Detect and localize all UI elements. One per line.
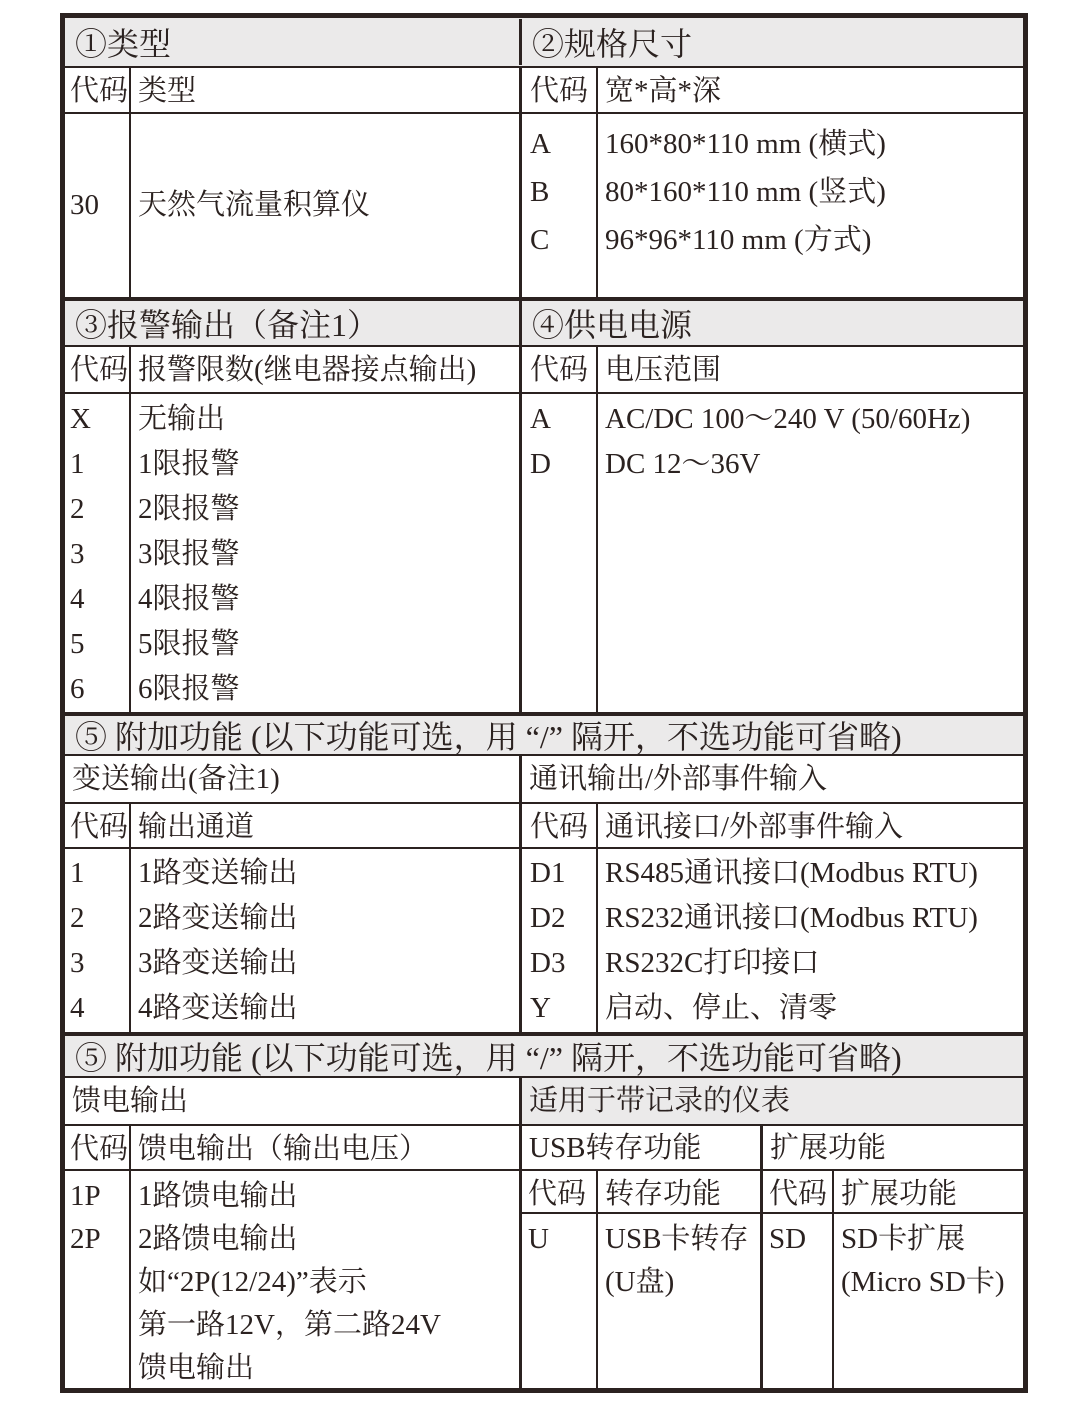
comm-subtitle: 通讯输出/外部事件输入 bbox=[529, 763, 828, 795]
band-extra-1 bbox=[65, 714, 1023, 756]
comm-label-header: 通讯接口/外部事件输入 bbox=[605, 811, 904, 843]
sd-code-header: 代码 bbox=[763, 1171, 834, 1212]
transmit-desc-2: 2路变送输出 bbox=[138, 902, 298, 934]
feed-label-header: 馈电输出（输出电压） bbox=[138, 1133, 429, 1165]
bottom-region bbox=[65, 1126, 1023, 1392]
record-block bbox=[522, 1126, 1023, 1392]
transmit-code-2: 2 bbox=[70, 902, 85, 934]
feed-desc-line-1: 1路馈电输出 bbox=[138, 1180, 298, 1212]
comm-code-d3: D3 bbox=[530, 947, 566, 979]
alarm-code-x: X bbox=[70, 403, 91, 435]
model-selection-table bbox=[60, 13, 1028, 1393]
data-row-alarm-power bbox=[65, 394, 1023, 714]
transmit-code-4: 4 bbox=[70, 992, 85, 1024]
usb-desc-line-2: (U盘) bbox=[605, 1266, 675, 1298]
power-code-header: 代码 bbox=[522, 347, 598, 392]
alarm-code-header: 代码 bbox=[65, 347, 131, 392]
section-type-title: ①类型 bbox=[75, 26, 172, 62]
band-alarm-power bbox=[65, 299, 1023, 347]
sd-title: 扩展功能 bbox=[770, 1131, 887, 1164]
alarm-desc-3: 3限报警 bbox=[138, 538, 240, 570]
header-row-alarm-power bbox=[65, 347, 1023, 394]
size-desc-b: 80*160*110 mm (竖式) bbox=[605, 176, 886, 208]
extra-band-1-text: ⑤ 附加功能 (以下功能可选，用 “/” 隔开，不选功能可省略) bbox=[75, 719, 902, 755]
comm-desc-d1: RS485通讯接口(Modbus RTU) bbox=[605, 857, 978, 889]
power-desc-a: AC/DC 100～240 V (50/60Hz) bbox=[605, 403, 971, 435]
section-type-title-cell bbox=[65, 19, 522, 65]
size-code-header: 代码 bbox=[522, 68, 598, 112]
feed-block bbox=[65, 1126, 522, 1392]
comm-code-d1: D1 bbox=[530, 857, 566, 889]
transmit-code-1: 1 bbox=[70, 857, 85, 889]
usb-title: USB转存功能 bbox=[529, 1131, 702, 1164]
transmit-subtitle: 变送输出(备注1) bbox=[72, 763, 280, 795]
feed-desc-line-2: 2路馈电输出 bbox=[138, 1223, 298, 1255]
transmit-label-header: 输出通道 bbox=[138, 811, 255, 843]
alarm-code-4: 4 bbox=[70, 583, 85, 615]
alarm-code-5: 5 bbox=[70, 628, 85, 660]
subtitle-row-feed-record bbox=[65, 1078, 1023, 1126]
feed-subtitle: 馈电输出 bbox=[72, 1085, 189, 1117]
transmit-code-header: 代码 bbox=[65, 804, 131, 847]
comm-desc-y: 启动、停止、清零 bbox=[605, 992, 838, 1024]
feed-code-1p: 1P bbox=[70, 1180, 101, 1212]
alarm-desc-6: 6限报警 bbox=[138, 673, 240, 705]
comm-code-d2: D2 bbox=[530, 902, 566, 934]
usb-code-u: U bbox=[528, 1223, 549, 1255]
alarm-desc-5: 5限报警 bbox=[138, 628, 240, 660]
feed-desc-line-4: 第一路12V，第二路24V bbox=[138, 1309, 441, 1341]
data-row-type-size bbox=[65, 114, 1023, 299]
alarm-desc-4: 4限报警 bbox=[138, 583, 240, 615]
comm-code-y: Y bbox=[530, 992, 551, 1024]
sd-desc-line-1: SD卡扩展 bbox=[841, 1223, 966, 1255]
band-extra-2 bbox=[65, 1034, 1023, 1078]
size-desc-c: 96*96*110 mm (方式) bbox=[605, 224, 872, 256]
transmit-desc-4: 4路变送输出 bbox=[138, 992, 298, 1024]
alarm-label-header: 报警限数(继电器接点输出) bbox=[138, 354, 477, 386]
feed-code-header: 代码 bbox=[65, 1126, 131, 1169]
subtitle-row-transmit-comm bbox=[65, 756, 1023, 804]
alarm-desc-x: 无输出 bbox=[138, 403, 226, 435]
transmit-desc-1: 1路变送输出 bbox=[138, 857, 298, 889]
size-desc-a: 160*80*110 mm (横式) bbox=[605, 128, 886, 160]
type-code-30: 30 bbox=[70, 189, 99, 221]
section-alarm-title: ③报警输出（备注1） bbox=[75, 307, 380, 343]
power-code-a: A bbox=[530, 403, 551, 435]
type-label-header: 类型 bbox=[138, 75, 197, 107]
usb-desc-line-1: USB卡转存 bbox=[605, 1223, 749, 1255]
sd-label-header: 扩展功能 bbox=[841, 1178, 958, 1210]
feed-desc-line-5: 馈电输出 bbox=[138, 1352, 255, 1384]
alarm-code-1: 1 bbox=[70, 448, 85, 480]
usb-label-header: 转存功能 bbox=[605, 1178, 722, 1210]
type-code-header: 代码 bbox=[65, 68, 131, 112]
comm-desc-d2: RS232通讯接口(Modbus RTU) bbox=[605, 902, 978, 934]
size-code-c: C bbox=[530, 224, 550, 256]
header-row-transmit-comm bbox=[65, 804, 1023, 849]
alarm-code-6: 6 bbox=[70, 673, 85, 705]
record-subtitle: 适用于带记录的仪表 bbox=[529, 1085, 791, 1117]
type-desc-30: 天然气流量积算仪 bbox=[138, 189, 371, 221]
section-size-title: ②规格尺寸 bbox=[532, 26, 693, 62]
alarm-code-3: 3 bbox=[70, 538, 85, 570]
size-code-b: B bbox=[530, 176, 550, 208]
feed-code-2p: 2P bbox=[70, 1223, 101, 1255]
alarm-desc-2: 2限报警 bbox=[138, 493, 240, 525]
sd-code-sd: SD bbox=[769, 1223, 807, 1255]
header-row-type-size bbox=[65, 68, 1023, 114]
feed-desc-line-3: 如“2P(12/24)”表示 bbox=[138, 1266, 367, 1298]
transmit-code-3: 3 bbox=[70, 947, 85, 979]
power-label-header: 电压范围 bbox=[605, 354, 722, 386]
band-type-size bbox=[65, 18, 1023, 68]
size-label-header: 宽*高*深 bbox=[605, 75, 722, 107]
power-code-d: D bbox=[530, 448, 551, 480]
transmit-desc-3: 3路变送输出 bbox=[138, 947, 298, 979]
section-power-title: ④供电电源 bbox=[532, 307, 693, 343]
comm-desc-d3: RS232C打印接口 bbox=[605, 947, 820, 979]
usb-code-header: 代码 bbox=[522, 1171, 598, 1212]
extra-band-2-text: ⑤ 附加功能 (以下功能可选，用 “/” 隔开，不选功能可省略) bbox=[75, 1040, 902, 1076]
comm-code-header: 代码 bbox=[522, 804, 598, 847]
data-row-transmit-comm bbox=[65, 849, 1023, 1034]
size-code-a: A bbox=[530, 128, 551, 160]
alarm-desc-1: 1限报警 bbox=[138, 448, 240, 480]
sd-desc-line-2: (Micro SD卡) bbox=[841, 1266, 1005, 1298]
power-desc-d: DC 12～36V bbox=[605, 448, 761, 480]
alarm-code-2: 2 bbox=[70, 493, 85, 525]
section-size-title-cell bbox=[522, 19, 1023, 65]
